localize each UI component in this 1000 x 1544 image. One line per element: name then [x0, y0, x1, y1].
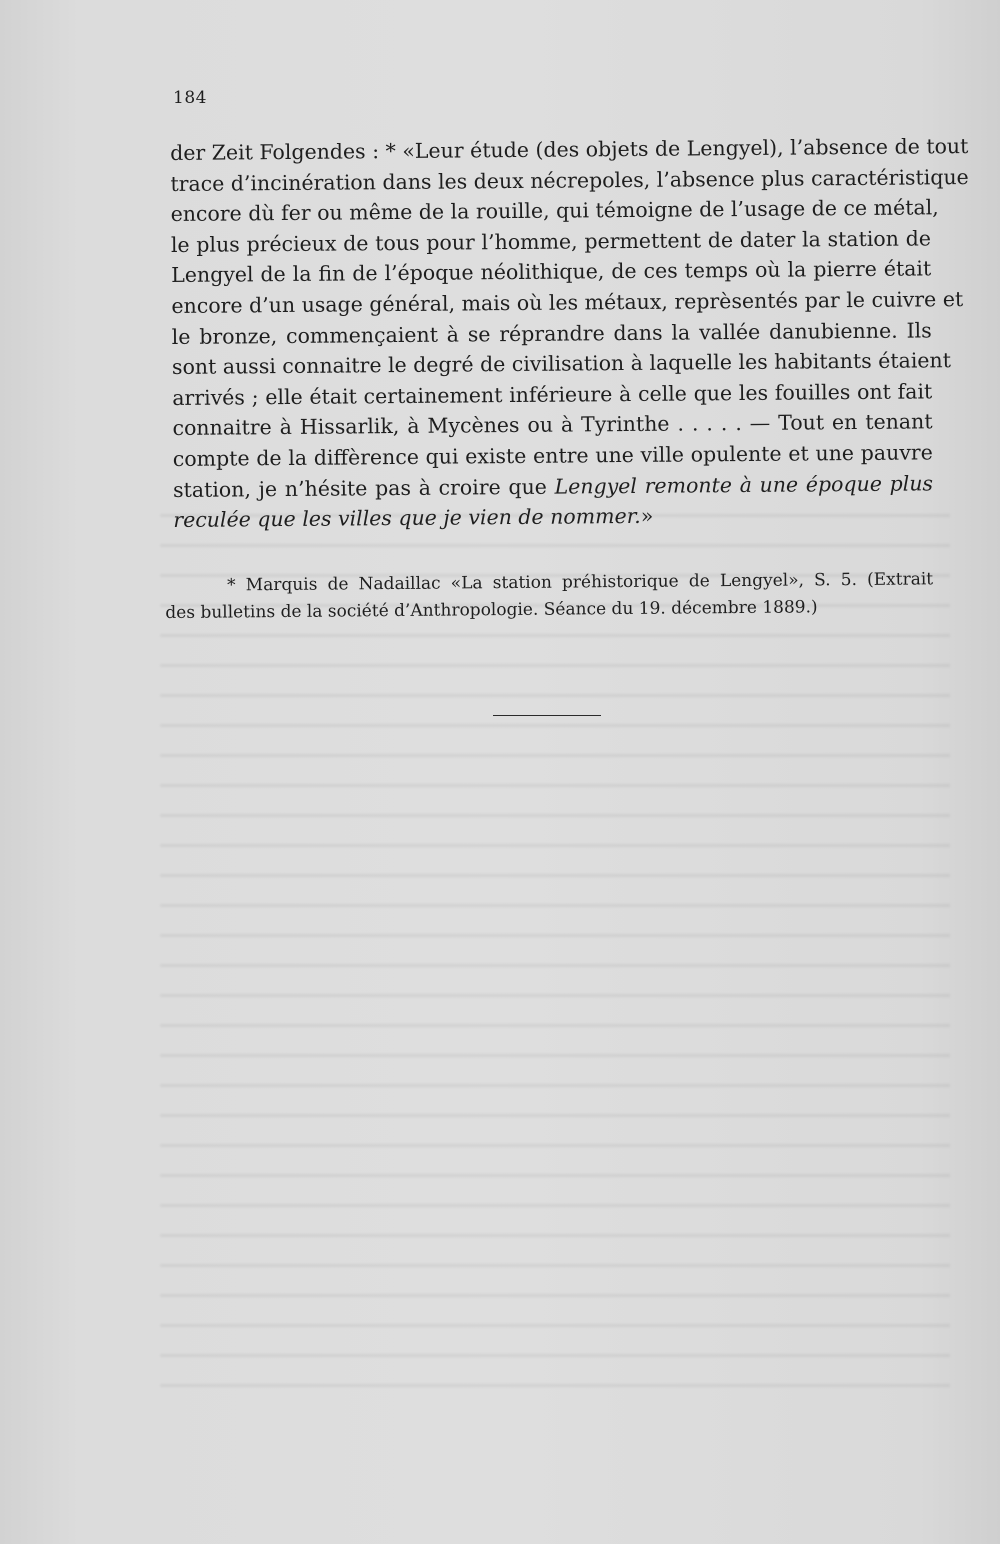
- text-line: connaitre à Hissarlik, à Mycènes ou à Tyrinthe . . . . . — Tout en tenant: [172, 409, 933, 441]
- text-line-mixed: [173, 498, 933, 535]
- text-italic: Lengyel remonte à une époque plus: [554, 470, 934, 499]
- text-line: le bronze, commençaient à se réprandre dans la vallée danubienne. Ils: [171, 317, 932, 349]
- footnote-line: des bulletins de la société d’Anthropologie. Séance du 19. décembre 1889.): [165, 597, 818, 623]
- footnote-line: * Marquis de Nadaillac «La station préhistorique de Lengyel», S. 5. (Extrait: [227, 569, 934, 596]
- footnote: [165, 566, 933, 627]
- text-line: compte de la diffèrence qui existe entre une ville opulente et une pauvre: [172, 440, 933, 471]
- text-line: der Zeit Folgendes : * «Leur étude (des objets de Lengyel), l’absence de tout: [170, 134, 969, 165]
- text-line: sont aussi connaitre le degré de civilisation à laquelle les habitants étaient: [171, 348, 952, 380]
- show-through-texture: [160, 500, 950, 1400]
- text-line: arrivés ; elle était certainement inférieure à celle que les fouilles ont fait: [172, 379, 933, 410]
- page-number: 184: [173, 88, 207, 108]
- text-italic: reculée que les villes que je vien de nommer.: [173, 504, 641, 533]
- text-line: le plus précieux de tous pour l’homme, permettent de dater la station de: [170, 226, 932, 257]
- text-line: Lengyel de la fin de l’époque néolithique, de ces temps où la pierre était: [171, 256, 932, 288]
- text-line: encore d’un usage général, mais où les métaux, reprèsentés par le cuivre et: [171, 287, 964, 318]
- section-divider-rule: [493, 715, 601, 716]
- text-line: trace d’incinération dans les deux nécrepoles, l’absence plus caractéristique: [170, 164, 969, 196]
- closing-quote: »: [640, 503, 654, 529]
- main-text: [170, 131, 969, 535]
- text-roman: station, je n’hésite pas à croire que: [172, 474, 555, 502]
- text-line: encore dù fer ou même de la rouille, qui témoigne de l’usage de ce métal,: [170, 195, 939, 227]
